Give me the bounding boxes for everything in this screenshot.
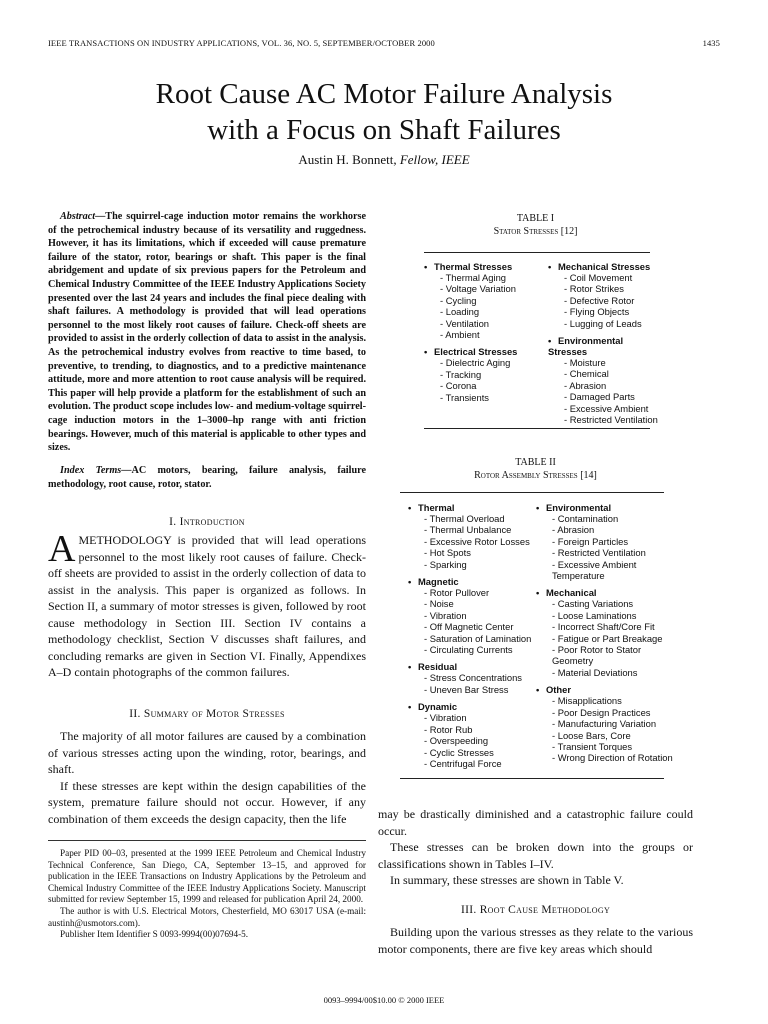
bullet-icon: • bbox=[424, 346, 428, 358]
stress-item: - Centrifugal Force bbox=[408, 758, 531, 769]
table-1-label: TABLE I bbox=[516, 213, 555, 224]
table-2-right-column bbox=[536, 502, 678, 764]
summary-body bbox=[48, 728, 366, 827]
copyright-footer: 0093–9994/00$10.00 © 2000 IEEE bbox=[323, 995, 445, 1005]
stress-group-name: Dynamic bbox=[418, 701, 458, 713]
bullet-icon: • bbox=[536, 684, 540, 696]
journal-name: IEEE TRANSACTIONS ON INDUSTRY APPLICATIONS, VOL. 36, NO. 5, SEPTEMBER/OCTOBER 2000 bbox=[48, 38, 435, 48]
stress-item: - Abrasion bbox=[548, 380, 664, 391]
table-1-top-rule bbox=[424, 252, 650, 253]
footnote-para-2: The author is with U.S. Electrical Motors, Chesterfield, MO 63017 USA (e-mail: austinh@usmotors.com). bbox=[48, 905, 366, 928]
stress-item: - Poor Rotor to Stator Geometry bbox=[536, 644, 678, 667]
stress-item: - Loose Laminations bbox=[536, 610, 678, 621]
title-line-1: Root Cause AC Motor Failure Analysis bbox=[155, 78, 613, 110]
stress-item: - Damaged Parts bbox=[548, 391, 664, 402]
stress-item: - Rotor Pullover bbox=[408, 587, 531, 598]
methodology-para-1: Building upon the various stresses as they relate to the various motor components, there are five key areas which should bbox=[378, 925, 693, 956]
stress-item: - Thermal Unbalance bbox=[408, 524, 531, 535]
table-2-rotor-assembly-stresses bbox=[408, 502, 678, 782]
stress-item: - Casting Variations bbox=[536, 598, 678, 609]
bullet-icon: • bbox=[548, 335, 552, 347]
stress-item: - Noise bbox=[408, 598, 531, 609]
stress-item: - Hot Spots bbox=[408, 547, 531, 558]
stress-item: - Stress Concentrations bbox=[408, 672, 531, 683]
stress-item: - Misapplications bbox=[536, 695, 678, 706]
section-heading-introduction: I. Introduction bbox=[169, 516, 245, 528]
stress-group-name: Environmental bbox=[546, 502, 612, 513]
bullet-icon: • bbox=[548, 261, 552, 272]
bullet-icon: • bbox=[408, 661, 412, 673]
index-terms bbox=[48, 464, 366, 491]
stress-item: - Ambient bbox=[424, 329, 517, 340]
stress-group bbox=[548, 261, 664, 272]
stress-item: - Poor Design Practices bbox=[536, 707, 678, 718]
abstract-lead: Abstract bbox=[60, 211, 96, 222]
stress-item: - Voltage Variation bbox=[424, 283, 517, 294]
stress-item: - Incorrect Shaft/Core Fit bbox=[536, 621, 678, 632]
stress-item: - Ventilation bbox=[424, 318, 517, 329]
footnote-para-1: Paper PID 00–03, presented at the 1999 IEEE Petroleum and Chemical Industry Technical Conference, San Diego, CA, September 13–15, and approved for publication in the IEEE Transactions on Industry Applications by the Petroleum and Chemical Industry Committee of the IEEE Industry Applications Society. Manuscript submitted for review September 15, 1999 and released for publication April 24, 2000. bbox=[48, 848, 366, 905]
stress-item: - Saturation of Lamination bbox=[408, 633, 531, 644]
summary-para-3: These stresses can be broken down into the groups or classifications shown in Tables I–IV. bbox=[378, 840, 693, 871]
stress-item: - Circulating Currents bbox=[408, 644, 531, 655]
stress-group-name: Residual bbox=[418, 661, 458, 673]
stress-group bbox=[408, 576, 531, 587]
stress-group bbox=[408, 661, 531, 672]
footnote-separator bbox=[48, 840, 366, 841]
table-1-caption bbox=[378, 212, 693, 238]
table-2-left-column bbox=[408, 502, 531, 769]
stress-item: - Cycling bbox=[424, 295, 517, 306]
stress-item: - Restricted Ventilation bbox=[548, 414, 664, 425]
stress-item: - Abrasion bbox=[536, 524, 678, 535]
stress-group-name: Electrical Stresses bbox=[434, 346, 518, 358]
stress-item: - Dielectric Aging bbox=[424, 357, 517, 368]
stress-item: - Loose Bars, Core bbox=[536, 730, 678, 741]
stress-item: - Coil Movement bbox=[548, 272, 664, 283]
table-2-title: Rotor Assembly Stresses [14] bbox=[474, 470, 597, 481]
stress-item: - Excessive Rotor Losses bbox=[408, 536, 531, 547]
table-2-bottom-rule bbox=[400, 778, 664, 779]
stress-item: - Uneven Bar Stress bbox=[408, 684, 531, 695]
drop-cap: A bbox=[48, 528, 76, 570]
running-header bbox=[48, 38, 720, 48]
stress-item: - Thermal Aging bbox=[424, 272, 517, 283]
stress-item: - Vibration bbox=[408, 610, 531, 621]
introduction-body bbox=[48, 528, 366, 681]
stress-item: - Cyclic Stresses bbox=[408, 747, 531, 758]
footnote-para-3: Publisher Item Identifier S 0093-9994(00)07694-5. bbox=[60, 929, 249, 940]
stress-item: - Contamination bbox=[536, 513, 678, 524]
stress-item: - Restricted Ventilation bbox=[536, 547, 678, 558]
stress-item: - Transients bbox=[424, 392, 517, 403]
table-2-label: TABLE II bbox=[515, 457, 556, 468]
author-line bbox=[0, 152, 768, 168]
stress-item: - Fatigue or Part Breakage bbox=[536, 633, 678, 644]
stress-group-name: Magnetic bbox=[418, 576, 459, 588]
stress-item: - Lugging of Leads bbox=[548, 318, 664, 329]
table-2-top-rule bbox=[400, 492, 664, 493]
stress-item: - Manufacturing Variation bbox=[536, 718, 678, 729]
stress-item: - Excessive Ambient Temperature bbox=[536, 559, 678, 582]
methodology-body bbox=[378, 924, 693, 957]
index-terms-text: —AC motors, bearing, failure analysis, failure methodology, root cause, rotor, stator. bbox=[48, 465, 366, 490]
stress-item: - Tracking bbox=[424, 369, 517, 380]
title-line-2: with a Focus on Shaft Failures bbox=[207, 114, 561, 146]
stress-item: - Loading bbox=[424, 306, 517, 317]
stress-item: - Defective Rotor bbox=[548, 295, 664, 306]
table-2-caption bbox=[378, 456, 693, 482]
stress-group bbox=[536, 587, 678, 598]
stress-group bbox=[536, 502, 678, 513]
stress-item: - Vibration bbox=[408, 712, 531, 723]
footnote bbox=[48, 848, 366, 941]
bullet-icon: • bbox=[424, 261, 428, 272]
stress-item: - Overspeeding bbox=[408, 735, 531, 746]
stress-item: - Off Magnetic Center bbox=[408, 621, 531, 632]
table-1-bottom-rule bbox=[424, 428, 650, 429]
stress-group bbox=[424, 261, 517, 272]
stress-item: - Rotor Rub bbox=[408, 724, 531, 735]
stress-group bbox=[408, 701, 531, 712]
bullet-icon: • bbox=[408, 502, 412, 513]
stress-group bbox=[408, 502, 531, 513]
summary-para-4: In summary, these stresses are shown in Table V. bbox=[390, 873, 624, 887]
stress-item: - Chemical bbox=[548, 368, 664, 379]
stress-item: - Sparking bbox=[408, 559, 531, 570]
stress-item: - Material Deviations bbox=[536, 667, 678, 678]
table-1-title: Stator Stresses [12] bbox=[493, 226, 578, 237]
introduction-text: METHODOLOGY is provided that will lead operations personnel to the most likely root causes of failure. Check-off sheets are provided to assist in the orderly collection of data to assist in the analysis. This paper is organized as follows. In Section II, a summary of motor stresses is given, followed by root cause methodology in Section III. Section IV contains a methodology checklist, Section V discusses shaft failures, and concluding remarks are given in Section VI. Finally, Appendixes A–D contain photographs of the common failures. bbox=[48, 533, 366, 679]
stress-group-name: Mechanical bbox=[546, 587, 597, 599]
bullet-icon: • bbox=[408, 701, 412, 713]
stress-item: - Foreign Particles bbox=[536, 536, 678, 547]
stress-group bbox=[548, 335, 664, 357]
summary-para-2-continued: may be drastically diminished and a catastrophic failure could occur. bbox=[378, 807, 693, 838]
summary-para-2: If these stresses are kept within the design capabilities of the system, premature failure should not occur. However, if any combination of them exceeds the design capacity, then the life bbox=[48, 778, 366, 826]
table-1-left-column bbox=[424, 261, 517, 403]
section-heading-methodology: III. Root Cause Methodology bbox=[460, 904, 611, 916]
section-heading-summary: II. Summary of Motor Stresses bbox=[129, 708, 285, 720]
stress-group bbox=[424, 346, 517, 357]
page-number: 1435 bbox=[702, 38, 720, 48]
author-role: Fellow, IEEE bbox=[399, 152, 470, 167]
stress-item: - Thermal Overload bbox=[408, 513, 531, 524]
stress-item: - Wrong Direction of Rotation bbox=[536, 752, 678, 763]
stress-group bbox=[536, 684, 678, 695]
table-1-stator-stresses bbox=[424, 261, 664, 426]
stress-item: - Flying Objects bbox=[548, 306, 664, 317]
bullet-icon: • bbox=[408, 576, 412, 588]
stress-group-name: Thermal bbox=[418, 502, 455, 513]
stress-group-name: Thermal Stresses bbox=[434, 261, 513, 272]
bullet-icon: • bbox=[536, 587, 540, 599]
stress-group-name: Mechanical Stresses bbox=[558, 261, 651, 272]
stress-group-name: Other bbox=[546, 684, 572, 696]
stress-group-name: Environmental Stresses bbox=[548, 335, 624, 358]
stress-item: - Rotor Strikes bbox=[548, 283, 664, 294]
right-column-body bbox=[378, 806, 693, 889]
stress-item: - Corona bbox=[424, 380, 517, 391]
stress-item: - Transient Torques bbox=[536, 741, 678, 752]
abstract-text: —The squirrel-cage induction motor remains the workhorse of the petrochemical industry because of its versatility and ruggedness. However, it has its limitations, which if exceeded will cause premature failure of the stator, rotor, bearings or shaft. This paper is the final abridgement and update of six previous papers for the Petroleum and Chemical Industry Committee of the IEEE Industry Applications Society presented over the last 24 years and includes the final piece dealing with shaft failures. A methodology is provided that will lead operations personnel to the most likely root causes of failure. Check-off sheets are provided to assist in the orderly collection of data to assist in the analysis. As the petrochemical industry evolves from reactive to time based, to preventive, to trending, to diagnostics, and to a predictive maintenance attitude, more and more attention to root cause analysis will be required. This paper will help provide a platform for the establishment of such an evolution. The product scope includes low- and medium-voltage squirrel-cage induction motors in the 1–3000–hp range with anti friction bearings. However, much of this material is applicable to other types and sizes. bbox=[48, 211, 366, 454]
stress-item: - Excessive Ambient bbox=[548, 403, 664, 414]
author-name: Austin H. Bonnett, bbox=[298, 152, 400, 167]
paper-title bbox=[0, 76, 768, 148]
bullet-icon: • bbox=[536, 502, 540, 513]
table-1-right-column bbox=[548, 261, 664, 425]
abstract bbox=[48, 210, 366, 455]
stress-item: - Moisture bbox=[548, 357, 664, 368]
summary-para-1: The majority of all motor failures are caused by a combination of various stresses acting upon the winding, rotor, bearings, and shaft. bbox=[48, 729, 366, 776]
index-terms-lead: Index Terms bbox=[60, 465, 122, 476]
